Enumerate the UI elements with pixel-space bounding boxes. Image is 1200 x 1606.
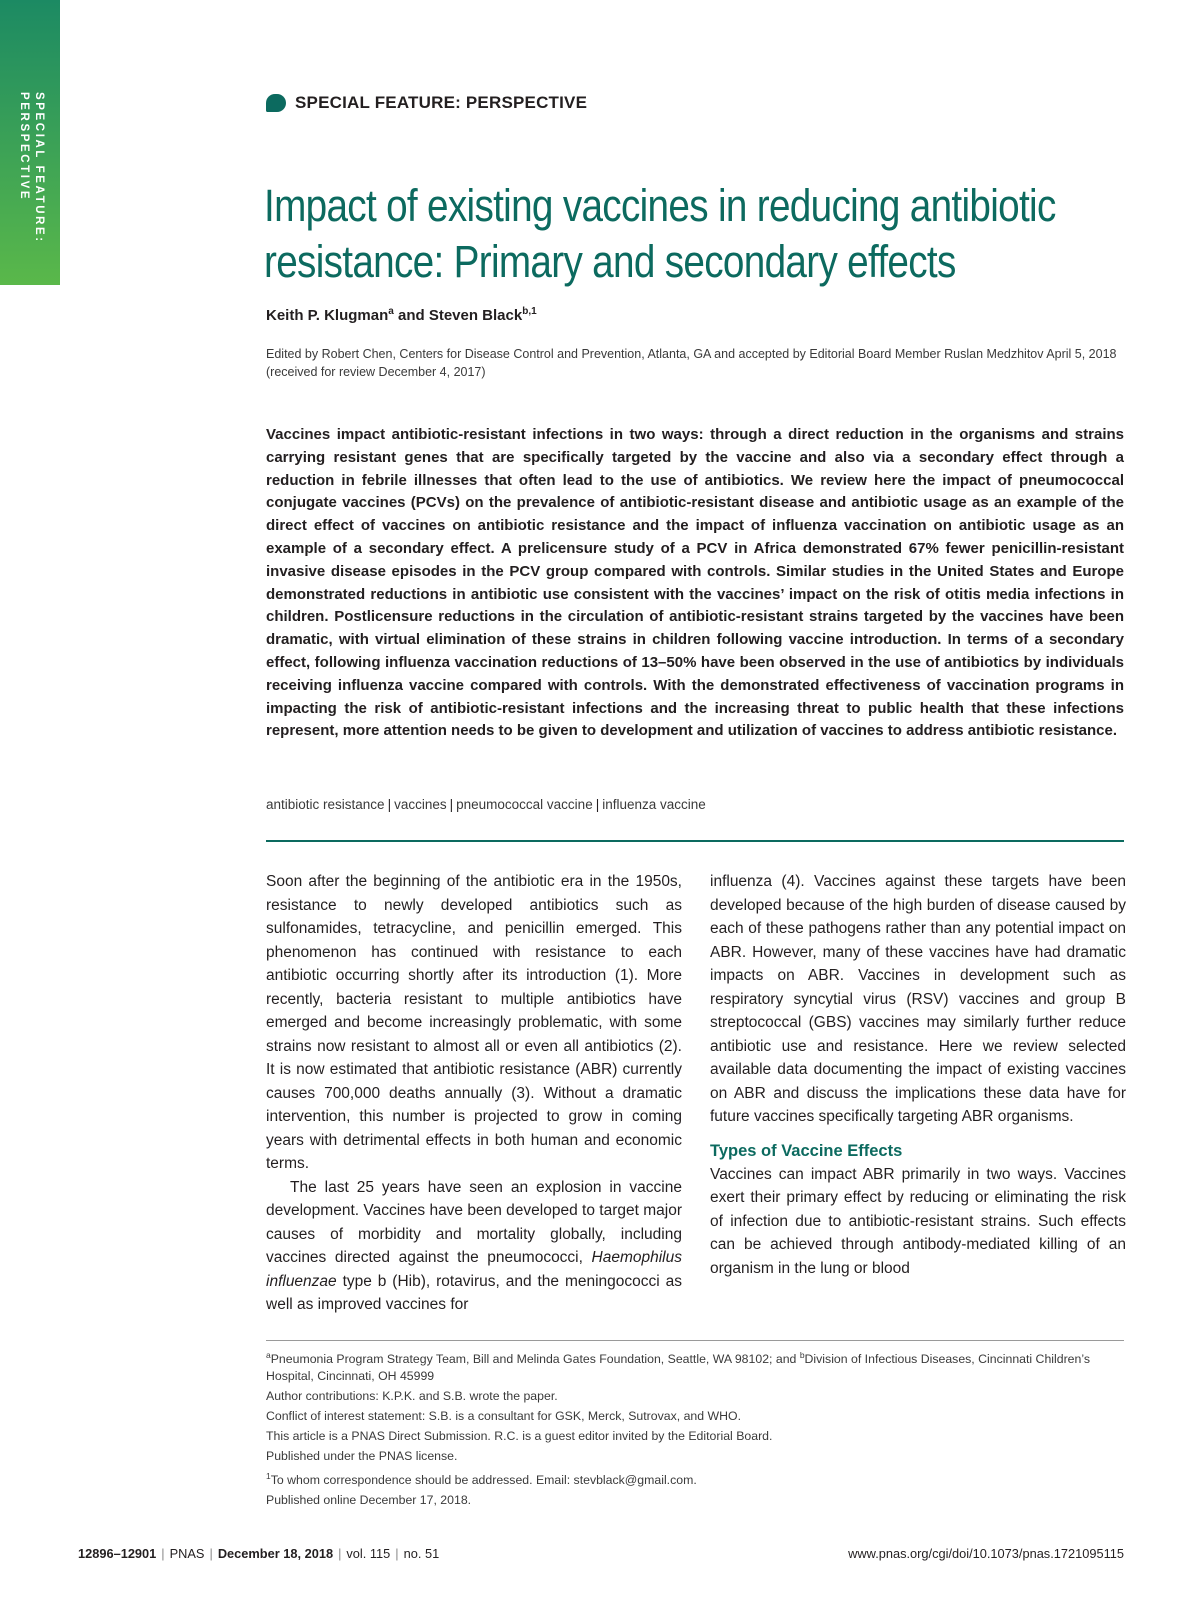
title-line-2: resistance: Primary and secondary effects: [264, 236, 956, 287]
body-text: type b (Hib), rotavirus, and the meningococci as well as improved vaccines for: [266, 1272, 682, 1313]
abstract: Vaccines impact antibiotic-resistant infections in two ways: through a direct reduction in the organisms and strains carrying resistant genes that are specifically targeted by the vaccine and also via a secondary effect through a reduction in febrile illnesses that often lead to the use of antibiotics. We review here the impact of pneumococcal conjugate vaccines (PCVs) on the prevalence of antibiotic-resistant disease and antibiotic usage as an example of the direct effect of vaccines on antibiotic resistance and the impact of influenza vaccination on antibiotic usage as an example of a secondary effect. A prelicensure study of a PCV in Africa demonstrated 67% fewer penicillin-resistant invasive disease episodes in the PCV group compared with controls. Similar studies in the United States and Europe demonstrated reductions in antibiotic use consistent with the vaccines’ impact on the risk of otitis media infections in children. Postlicensure reductions in the circulation of antibiotic-resistant strains targeted by the vaccines have been dramatic, with virtual elimination of these strains in children following vaccine introduction. In terms of a secondary effect, following influenza vaccination reductions of 13–50% have been observed in the use of antibiotics by individuals receiving influenza vaccine compared with controls. With the demonstrated effectiveness of vaccination programs in impacting the risk of antibiotic-resistant infections and the increasing threat to public health that these infections represent, more attention needs to be given to development and utilization of vaccines to address antibiotic resistance.: [266, 426, 1124, 740]
footnote-affiliations: [266, 1347, 1124, 1384]
speech-bubble-icon: [266, 94, 286, 112]
correspondence-mark: 1: [266, 1470, 271, 1481]
abstract-divider: [266, 840, 1124, 842]
footer-journal: PNAS: [169, 1546, 205, 1561]
body-paragraph: Vaccines can impact ABR primarily in two ways. Vaccines exert their primary effect by reducing or eliminating the risk of infection due to antibiotic-resistant strains. Such effects can be achieved through antibody-mediated killing of an organism in the lung or blood: [710, 1165, 1126, 1277]
body-column-left: [266, 870, 682, 1317]
section-heading: Types of Vaccine Effects: [710, 1141, 903, 1160]
affiliation-mark: b: [799, 1350, 805, 1360]
editor-statement: Edited by Robert Chen, Centers for Disease Control and Prevention, Atlanta, GA and accepted by Editorial Board Member Ruslan Medzhitov April 5, 2018 (received for review December 4, 2017): [266, 347, 1117, 379]
footer-date: December 18, 2018: [217, 1546, 334, 1561]
title-line-1: Impact of existing vaccines in reducing antibiotic: [264, 180, 1056, 231]
footer-volume: vol. 115: [346, 1546, 391, 1561]
keyword-separator: |: [595, 797, 600, 812]
affiliation-mark: a: [266, 1350, 271, 1360]
keyword-separator: |: [387, 797, 392, 812]
keyword-list: [266, 797, 706, 812]
author-conjunction: and: [393, 307, 429, 324]
author-affiliation-mark: a: [388, 306, 394, 317]
author-affiliation-mark: b,1: [522, 306, 537, 317]
body-paragraph: influenza (4). Vaccines against these targets have been developed because of the high burden of disease caused by each of these pathogens rather than any potential impact on ABR. However, many of these vaccines have had dramatic impacts on ABR. Vaccines in development such as respiratory syncytial virus (RSV) vaccines and group B streptococcal (GBS) vaccines may similarly further reduce antibiotic use and resistance. Here we review selected available data documenting the impact of existing vaccines on ABR and discuss the implications these data have for future vaccines specifically targeting ABR organisms.: [710, 873, 1126, 1125]
footnote-license[interactable]: Published under the PNAS license.: [266, 1448, 458, 1463]
affiliation-text: Division of Infectious Diseases, Cincinnati Children’s Hospital, Cincinnati, OH 45999: [266, 1352, 1091, 1383]
body-text: The last 25 years have seen an explosion in vaccine development. Vaccines have been developed to target major causes of morbidity and mortality globally, including vaccines directed against the pneumococci,: [266, 1178, 682, 1266]
body-paragraph: [266, 1176, 682, 1317]
footnote-submission: This article is a PNAS Direct Submission. R.C. is a guest editor invited by the Editorial Board.: [266, 1428, 773, 1443]
feature-label: [266, 92, 587, 114]
footer-doi-link[interactable]: www.pnas.org/cgi/doi/10.1073/pnas.1721095115: [848, 1546, 1124, 1561]
footnote-contributions: Author contributions: K.P.K. and S.B. wrote the paper.: [266, 1388, 558, 1403]
species-name: Haemophilus influenzae: [266, 1249, 682, 1290]
side-tab-label: [10, 92, 46, 277]
keyword[interactable]: vaccines: [394, 797, 447, 812]
footer-pages: 12896–12901: [78, 1546, 157, 1561]
footer-separator: |: [395, 1546, 399, 1561]
footnote-divider: [266, 1340, 1124, 1341]
keyword[interactable]: antibiotic resistance: [266, 797, 385, 812]
body-paragraph: Soon after the beginning of the antibiotic era in the 1950s, resistance to newly developed antibiotics such as sulfonamides, tetracycline, and penicillin emerged. This phenomenon has continued with resistance to each antibiotic occurring shortly after its introduction (1). More recently, bacteria resistant to multiple antibiotics have emerged and become increasingly problematic, with some strains now resistant to almost all or even all antibiotics (2). It is now estimated that antibiotic resistance (ABR) currently causes 700,000 deaths annually (3). Without a dramatic intervention, this number is projected to grow in coming years with detrimental effects in both human and economic terms.: [266, 873, 682, 1172]
correspondence-text[interactable]: To whom correspondence should be addressed. Email: stevblack@gmail.com.: [270, 1472, 697, 1487]
keyword[interactable]: influenza vaccine: [602, 797, 706, 812]
footer-citation: [78, 1546, 439, 1561]
footnote-published: Published online December 17, 2018.: [266, 1492, 472, 1507]
keyword[interactable]: pneumococcal vaccine: [456, 797, 593, 812]
keyword-separator: |: [449, 797, 454, 812]
footnotes: [266, 1347, 1124, 1512]
affiliation-text: Pneumonia Program Strategy Team, Bill and Melinda Gates Foundation, Seattle, WA 98102; and: [270, 1352, 800, 1367]
footer-separator: |: [161, 1546, 165, 1561]
side-tab-line-1: SPECIAL FEATURE:: [33, 92, 45, 244]
author-name[interactable]: Keith P. Klugman: [266, 307, 389, 324]
author-list: [266, 306, 537, 324]
footer-issue: no. 51: [403, 1546, 440, 1561]
footnote-conflict: Conflict of interest statement: S.B. is a consultant for GSK, Merck, Sutrovax, and WHO.: [266, 1408, 741, 1423]
footnote-correspondence: [266, 1468, 1124, 1489]
side-tab: [0, 0, 60, 285]
side-tab-line-2: PERSPECTIVE: [18, 92, 30, 202]
author-name[interactable]: Steven Black: [428, 307, 523, 324]
page-footer: [78, 1546, 1124, 1561]
body-column-right: [710, 870, 1126, 1280]
feature-label-text: SPECIAL FEATURE: PERSPECTIVE: [295, 93, 588, 112]
footer-separator: |: [338, 1546, 342, 1561]
article-title: [264, 178, 1056, 290]
footer-separator: |: [209, 1546, 213, 1561]
